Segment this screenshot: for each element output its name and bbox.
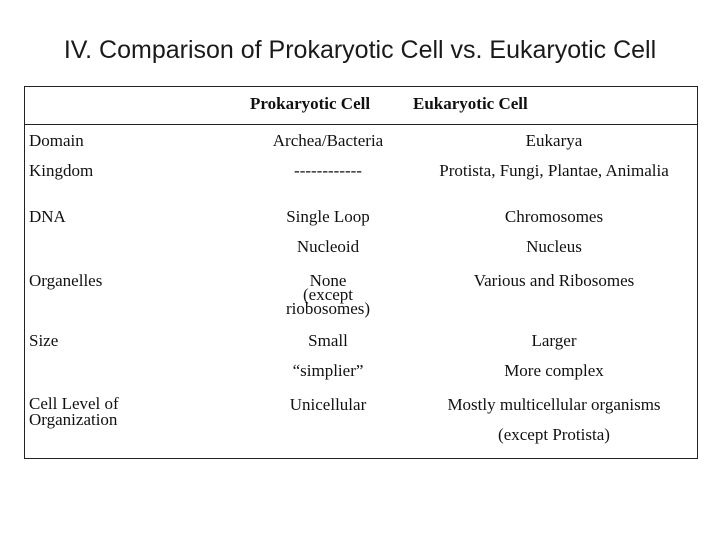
cell-eukaryotic-size-line2: More complex bbox=[504, 361, 604, 380]
row-label-organization-line2: Organization bbox=[29, 410, 118, 429]
row-label-domain: Domain bbox=[29, 131, 84, 150]
cell-prokaryotic-domain: Archea/Bacteria bbox=[272, 131, 384, 150]
cell-eukaryotic-size-line1: Larger bbox=[531, 331, 577, 350]
row-label-organelles: Organelles bbox=[29, 271, 103, 290]
row-label-kingdom: Kingdom bbox=[29, 161, 94, 180]
cell-eukaryotic-organization-line2: (except Protista) bbox=[498, 425, 610, 444]
cell-prokaryotic-organelles-line3: riobosomes) bbox=[285, 299, 371, 318]
header-divider bbox=[24, 124, 698, 125]
header-prokaryotic: Prokaryotic Cell bbox=[250, 94, 371, 113]
cell-eukaryotic-domain: Eukarya bbox=[525, 131, 583, 150]
row-label-organization-line1: Cell Level of bbox=[29, 394, 119, 413]
row-label-size: Size bbox=[29, 331, 59, 350]
cell-eukaryotic-kingdom: Protista, Fungi, Plantae, Animalia bbox=[439, 161, 669, 180]
cell-prokaryotic-size-line1: Small bbox=[308, 331, 348, 350]
row-label-dna: DNA bbox=[29, 207, 66, 226]
cell-eukaryotic-organelles: Various and Ribosomes bbox=[473, 271, 635, 290]
cell-eukaryotic-dna-line2: Nucleus bbox=[526, 237, 582, 256]
cell-prokaryotic-size-line2: “simplier” bbox=[292, 361, 364, 380]
cell-prokaryotic-dna-line2: Nucleoid bbox=[296, 237, 360, 256]
cell-prokaryotic-organelles-line2: (except bbox=[302, 285, 354, 304]
cell-prokaryotic-dna-line1: Single Loop bbox=[286, 207, 370, 226]
cell-eukaryotic-organization-line1: Mostly multicellular organisms bbox=[447, 395, 661, 414]
page-title: IV. Comparison of Prokaryotic Cell vs. Eukaryotic Cell bbox=[63, 36, 657, 64]
header-eukaryotic: Eukaryotic Cell bbox=[413, 94, 528, 113]
cell-eukaryotic-dna-line1: Chromosomes bbox=[504, 207, 604, 226]
cell-prokaryotic-organelles-line1: None bbox=[309, 271, 347, 290]
cell-prokaryotic-kingdom: ------------ bbox=[294, 161, 362, 180]
cell-prokaryotic-organization: Unicellular bbox=[289, 395, 367, 414]
